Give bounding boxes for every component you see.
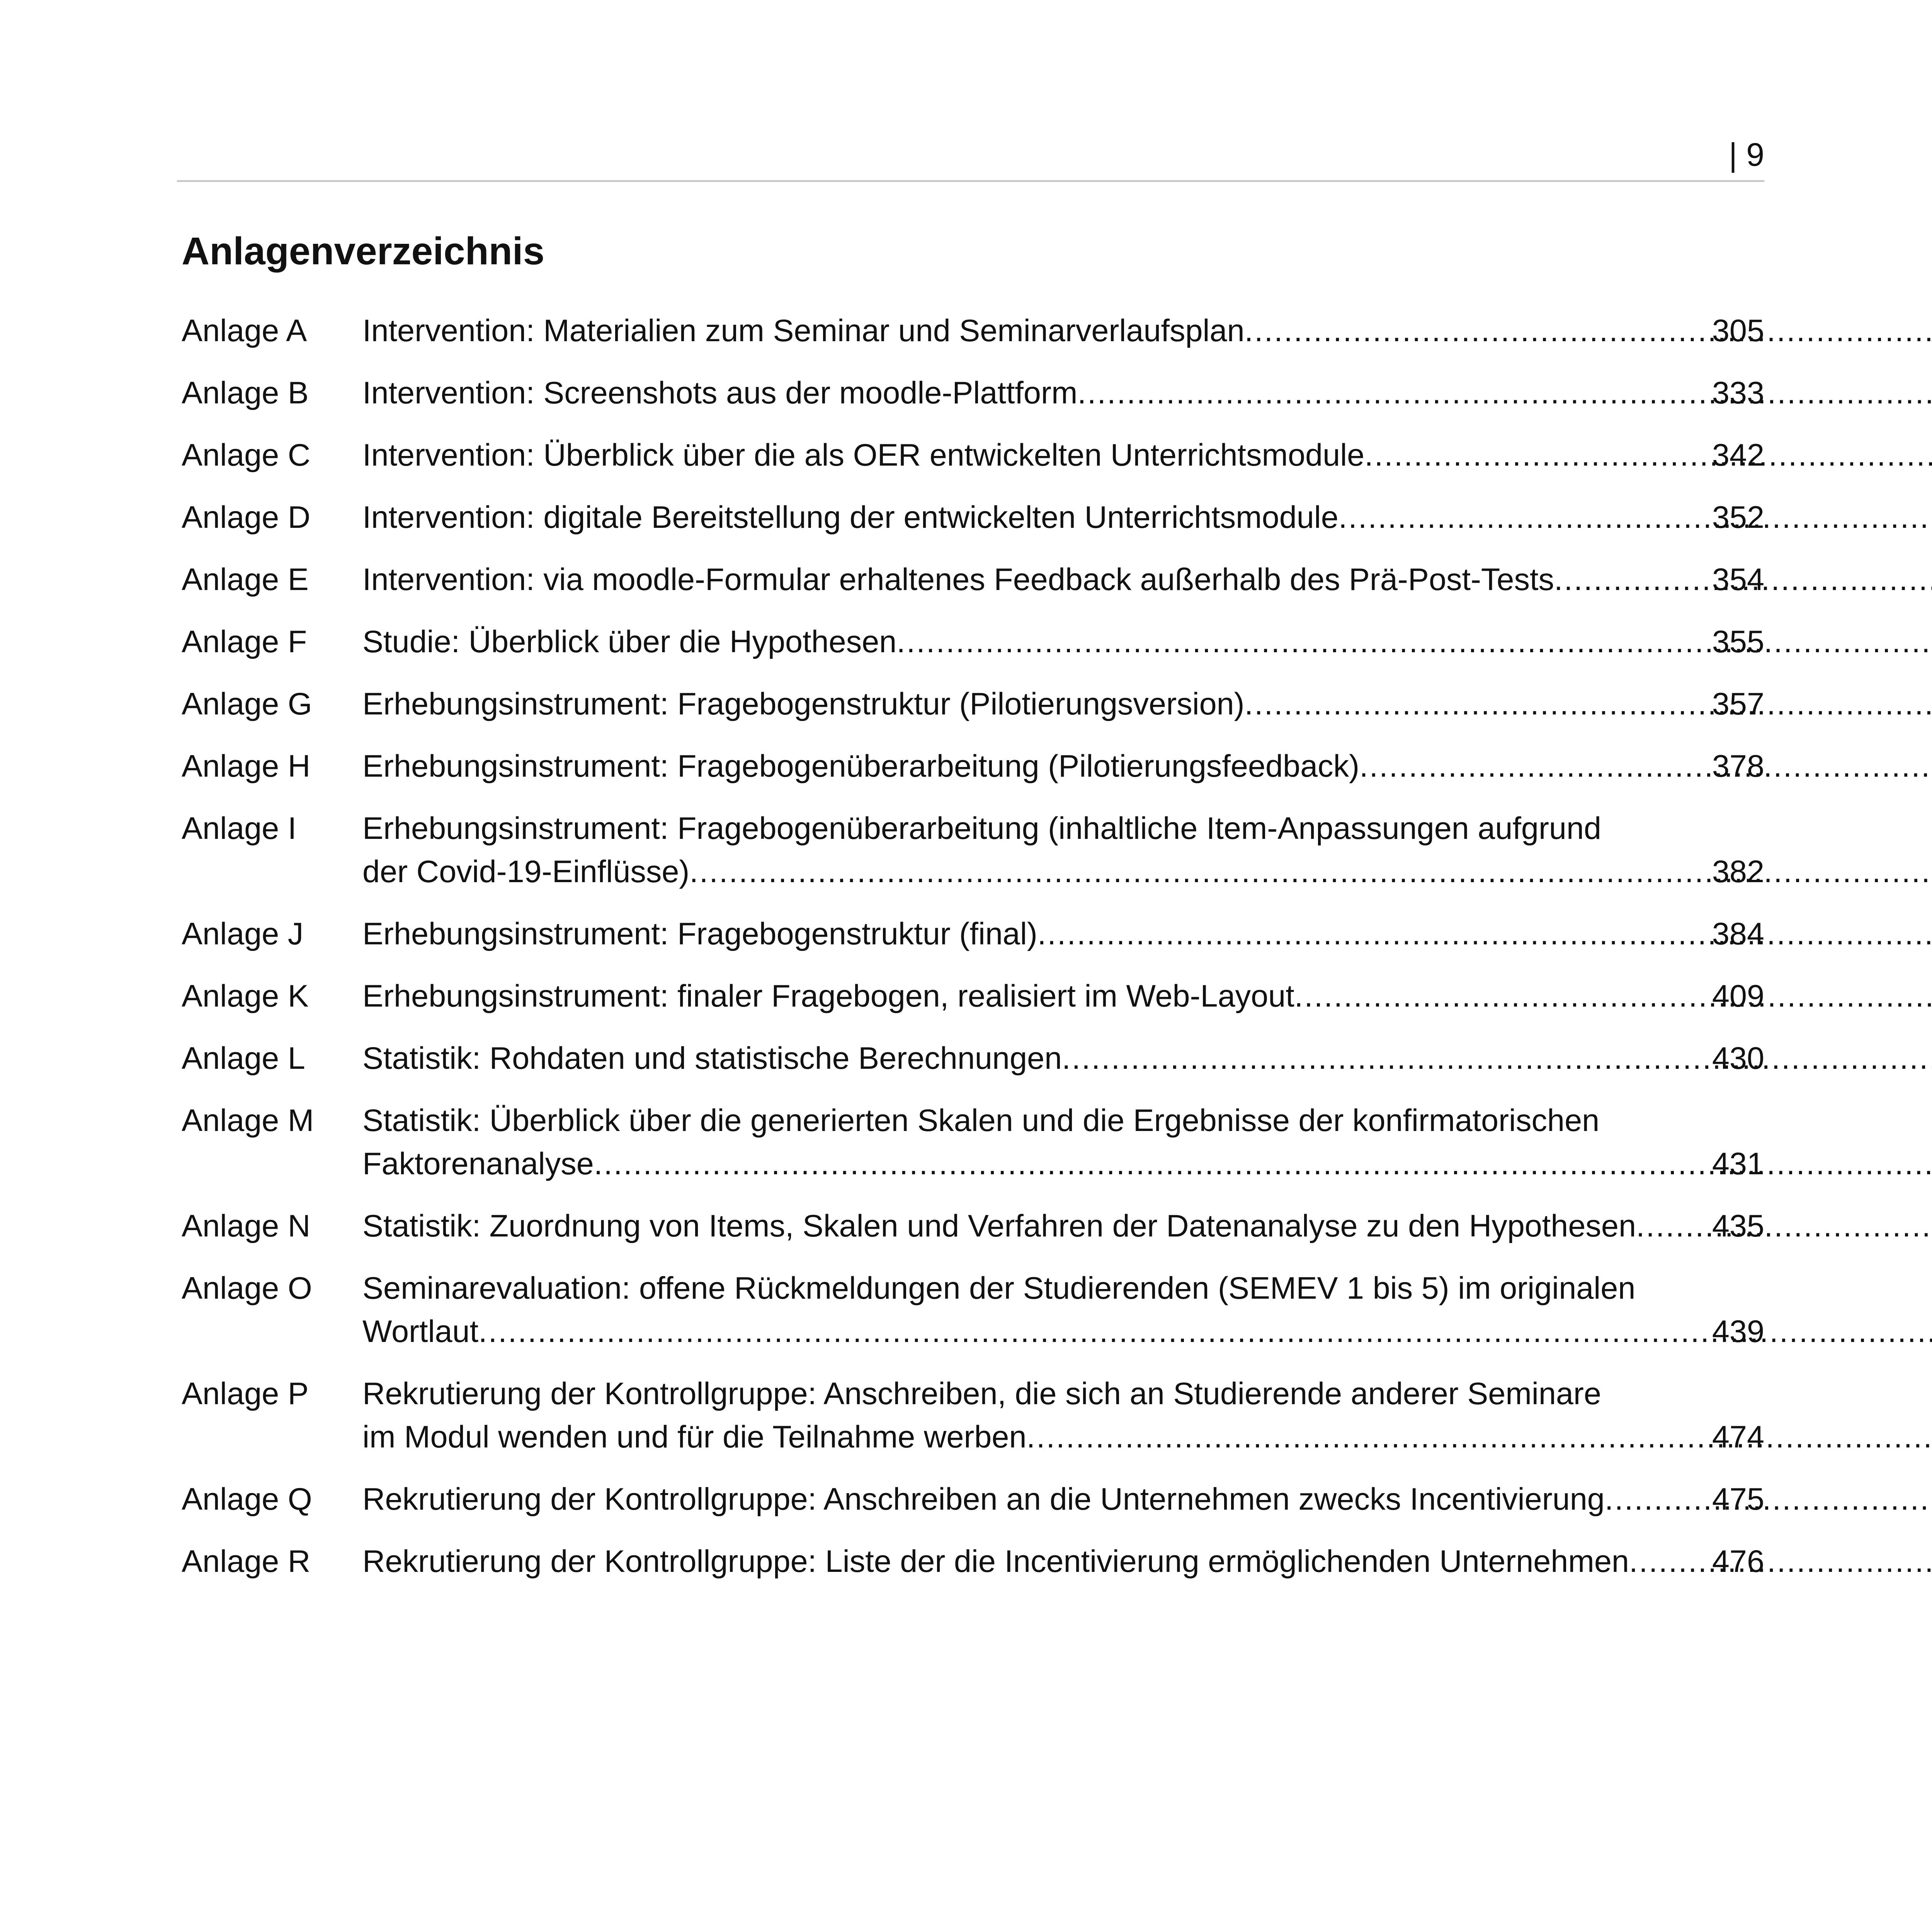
page-reference: 333: [1712, 376, 1764, 410]
appendix-title: [362, 558, 1764, 601]
appendix-title-final-line: [362, 434, 1764, 477]
appendix-label: Anlage P: [182, 1376, 309, 1411]
appendix-label: Anlage R: [182, 1544, 311, 1579]
page-reference: 409: [1712, 979, 1764, 1014]
appendix-title-line: Seminarevaluation: offene Rückmeldungen der Studierenden (SEMEV 1 bis 5) im originalen: [362, 1271, 1636, 1306]
appendix-title-final-line: [362, 309, 1764, 352]
appendix-title-text: Intervention: via moodle-Formular erhaltenes Feedback außerhalb des Prä-Post-Tests: [362, 562, 1554, 597]
appendix-label: Anlage F: [182, 624, 307, 659]
appendix-title-final-line: [362, 1037, 1764, 1080]
appendix-title: [362, 682, 1764, 726]
appendix-entry: [182, 912, 1764, 956]
appendix-label: Anlage E: [182, 562, 309, 597]
appendix-list: [182, 309, 1764, 1602]
appendix-title-text: Erhebungsinstrument: Fragebogenstruktur (Pilotierungsversion): [362, 687, 1245, 721]
appendix-title: [362, 309, 1764, 352]
page-reference: 430: [1712, 1041, 1764, 1076]
dot-leader: [689, 850, 1712, 893]
appendix-entry: [182, 1204, 1764, 1248]
dot-leader: [1629, 1540, 1712, 1583]
dot-leader: [1077, 371, 1712, 415]
appendix-title: [362, 745, 1764, 788]
dot-leader: [1554, 558, 1712, 601]
appendix-label: Anlage J: [182, 917, 304, 951]
page-title: Anlagenverzeichnis: [182, 230, 545, 273]
dot-leader: [1245, 682, 1712, 726]
appendix-title: [362, 1478, 1764, 1521]
appendix-title-text: Statistik: Zuordnung von Items, Skalen und Verfahren der Datenanalyse zu den Hypothesen: [362, 1209, 1636, 1243]
appendix-title-text: Faktorenanalyse: [362, 1146, 594, 1181]
appendix-label: Anlage C: [182, 438, 311, 473]
appendix-entry: [182, 1267, 1764, 1353]
appendix-title-final-line: [362, 912, 1764, 956]
appendix-entry: [182, 496, 1764, 539]
appendix-title-text: Rekrutierung der Kontrollgruppe: Liste der die Incentivierung ermöglichenden Unternehmen: [362, 1544, 1629, 1579]
appendix-entry: [182, 975, 1764, 1018]
appendix-title: [362, 912, 1764, 956]
appendix-title: [362, 496, 1764, 539]
dot-leader: [1294, 975, 1712, 1018]
appendix-title: [362, 1267, 1764, 1353]
page-reference: 352: [1712, 500, 1764, 535]
appendix-title-text: Intervention: Materialien zum Seminar und Seminarverlaufsplan: [362, 313, 1245, 348]
appendix-title-text: Statistik: Rohdaten und statistische Berechnungen: [362, 1041, 1062, 1076]
appendix-title-final-line: [362, 1142, 1764, 1185]
dot-leader: [1636, 1204, 1712, 1248]
appendix-entry: [182, 807, 1764, 893]
appendix-title-text: Rekrutierung der Kontrollgruppe: Anschreiben an die Unternehmen zwecks Incentivierung: [362, 1482, 1605, 1517]
appendix-label: Anlage O: [182, 1271, 312, 1306]
appendix-title-final-line: [362, 371, 1764, 415]
page-reference: 382: [1712, 854, 1764, 889]
appendix-title-final-line: [362, 1310, 1764, 1353]
appendix-entry: [182, 309, 1764, 352]
appendix-title-text: Erhebungsinstrument: Fragebogenüberarbeitung (Pilotierungsfeedback): [362, 749, 1360, 784]
dot-leader: [478, 1310, 1712, 1353]
appendix-entry: [182, 620, 1764, 663]
page-reference: 355: [1712, 624, 1764, 659]
page-number: | 9: [1729, 136, 1764, 173]
appendix-entry: [182, 371, 1764, 415]
page-reference: 357: [1712, 687, 1764, 721]
appendix-label: Anlage D: [182, 500, 311, 535]
appendix-label: Anlage B: [182, 376, 309, 410]
appendix-title-final-line: [362, 975, 1764, 1018]
appendix-entry: [182, 682, 1764, 726]
appendix-title-final-line: [362, 620, 1764, 663]
appendix-entry: [182, 1478, 1764, 1521]
appendix-entry: [182, 1372, 1764, 1459]
page-reference: 431: [1712, 1146, 1764, 1181]
dot-leader: [594, 1142, 1712, 1185]
appendix-title: [362, 1099, 1764, 1185]
appendix-title-text: Intervention: Screenshots aus der moodle-Plattform: [362, 376, 1078, 410]
appendix-label: Anlage I: [182, 811, 297, 846]
appendix-title: [362, 1540, 1764, 1583]
appendix-label: Anlage L: [182, 1041, 305, 1076]
appendix-title-text: Intervention: digitale Bereitstellung der entwickelten Unterrichtsmodule: [362, 500, 1338, 535]
appendix-entry: [182, 558, 1764, 601]
appendix-title-text: Erhebungsinstrument: Fragebogenstruktur (final): [362, 917, 1037, 951]
appendix-entry: [182, 434, 1764, 477]
page-reference: 476: [1712, 1544, 1764, 1579]
page-reference: 342: [1712, 438, 1764, 473]
appendix-title-final-line: [362, 1540, 1764, 1583]
page-header: [177, 135, 1764, 182]
appendix-title-line: Erhebungsinstrument: Fragebogenüberarbeitung (inhaltliche Item-Anpassungen aufgrund: [362, 811, 1602, 846]
appendix-title-line: Statistik: Überblick über die generierten Skalen und die Ergebnisse der konfirmatorischen: [362, 1103, 1600, 1138]
page-reference: 475: [1712, 1482, 1764, 1517]
appendix-title: [362, 371, 1764, 415]
appendix-entry: [182, 1540, 1764, 1583]
page-reference: 305: [1712, 313, 1764, 348]
dot-leader: [1338, 496, 1712, 539]
dot-leader: [1359, 745, 1712, 788]
appendix-label: Anlage Q: [182, 1482, 312, 1517]
dot-leader: [1245, 309, 1712, 352]
appendix-title-text: Erhebungsinstrument: finaler Fragebogen, realisiert im Web-Layout: [362, 979, 1294, 1014]
appendix-label: Anlage M: [182, 1103, 314, 1138]
page-reference: 474: [1712, 1420, 1764, 1454]
page-reference: 435: [1712, 1209, 1764, 1243]
page-reference: 439: [1712, 1314, 1764, 1349]
appendix-label: Anlage A: [182, 313, 307, 348]
dot-leader: [1605, 1478, 1712, 1521]
appendix-entry: [182, 1037, 1764, 1080]
appendix-title-final-line: [362, 1204, 1764, 1248]
appendix-label: Anlage G: [182, 687, 312, 721]
appendix-title: [362, 620, 1764, 663]
appendix-title-text: Intervention: Überblick über die als OER entwickelten Unterrichtsmodule: [362, 438, 1365, 473]
appendix-title: [362, 1037, 1764, 1080]
dot-leader: [1037, 912, 1712, 956]
dot-leader: [1062, 1037, 1712, 1080]
appendix-title: [362, 807, 1764, 893]
appendix-title: [362, 975, 1764, 1018]
appendix-title-final-line: [362, 850, 1764, 893]
appendix-label: Anlage K: [182, 979, 309, 1014]
appendix-label: Anlage H: [182, 749, 311, 784]
appendix-title-text: der Covid-19-Einflüsse): [362, 854, 690, 889]
page-reference: 354: [1712, 562, 1764, 597]
dot-leader: [1364, 434, 1712, 477]
dot-leader: [1027, 1415, 1712, 1459]
appendix-title-final-line: [362, 682, 1764, 726]
appendix-title-text: Studie: Überblick über die Hypothesen: [362, 624, 897, 659]
appendix-title-final-line: [362, 496, 1764, 539]
appendix-title-final-line: [362, 1478, 1764, 1521]
appendix-entry: [182, 1099, 1764, 1185]
appendix-title-line: Rekrutierung der Kontrollgruppe: Anschreiben, die sich an Studierende anderer Seminare: [362, 1376, 1601, 1411]
appendix-title-final-line: [362, 745, 1764, 788]
appendix-title: [362, 1372, 1764, 1459]
appendix-title-final-line: [362, 1415, 1764, 1459]
page-reference: 384: [1712, 917, 1764, 951]
appendix-title-text: Wortlaut: [362, 1314, 479, 1349]
appendix-title: [362, 1204, 1764, 1248]
appendix-title: [362, 434, 1764, 477]
appendix-label: Anlage N: [182, 1209, 311, 1243]
appendix-title-text: im Modul wenden und für die Teilnahme werben: [362, 1420, 1027, 1454]
appendix-title-final-line: [362, 558, 1764, 601]
dot-leader: [896, 620, 1712, 663]
page-reference: 378: [1712, 749, 1764, 784]
appendix-entry: [182, 745, 1764, 788]
